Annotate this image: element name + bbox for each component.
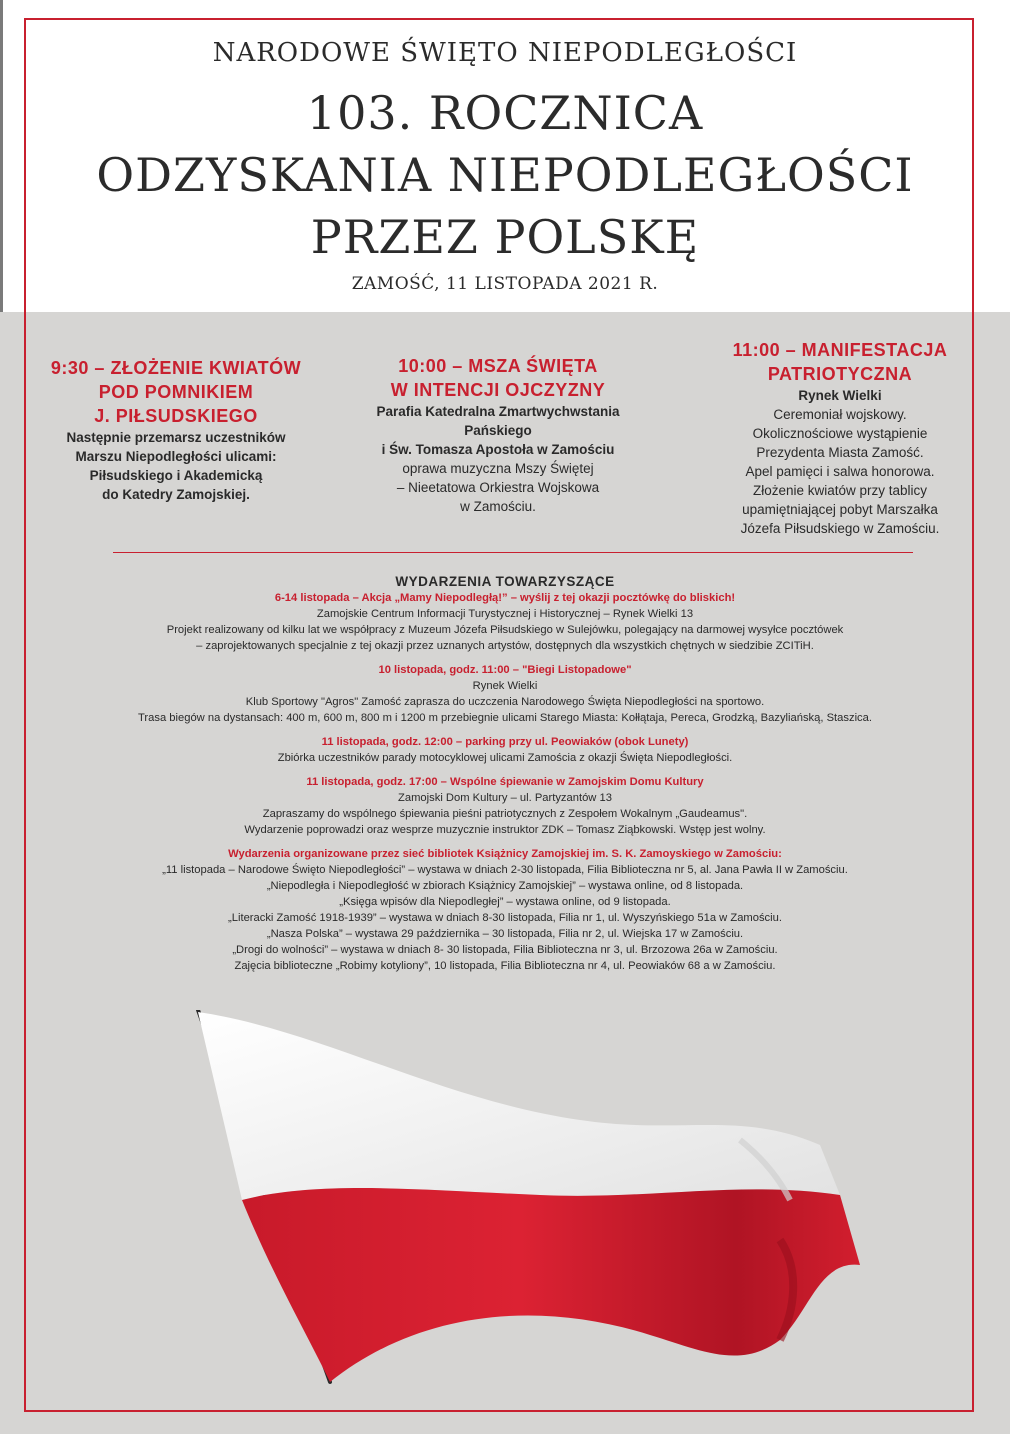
description-line: upamiętniającej pobyt Marszałka <box>742 502 938 517</box>
event-line: „11 listopada – Narodowe Święto Niepodległości” – wystawa w dniach 2-30 listopada, Filia Biblioteczna nr 5, al. Jana Pawła II w Zamościu. <box>162 864 848 876</box>
title-line: 103. ROCZNICA <box>306 86 704 140</box>
event-block <box>40 846 970 974</box>
event-heading: 6-14 listopada – Akcja „Mamy Niepodległą!” – wyślij z tej okazji pocztówkę do bliskich! <box>274 592 736 604</box>
event-line: Zajęcia biblioteczne „Robimy kotyliony”, 10 listopada, Filia Biblioteczna nr 4, ul. Peowiaków 68 a w Zamościu. <box>234 960 776 972</box>
description-line: Następnie przemarsz uczestników <box>66 430 286 445</box>
event-line: „Drogi do wolności” – wystawa w dniach 8- 30 listopada, Filia Biblioteczna nr 3, ul. Brzozowa 26a w Zamościu. <box>232 944 778 956</box>
description-line: Okolicznościowe wystąpienie <box>752 426 928 441</box>
description-line: Apel pamięci i salwa honorowa. <box>745 464 935 479</box>
event-line: Klub Sportowy "Agros" Zamość zaprasza do uczczenia Narodowego Święta Niepodległości na sportowo. <box>245 696 765 708</box>
event-line: Trasa biegów na dystansach: 400 m, 600 m, 800 m i 1200 m przebiegnie ulicami Starego Miasta: Kołłątaja, Pereca, Grodzką, Bazyliańską, Staszica. <box>138 712 872 724</box>
heading-line: J. PIŁSUDSKIEGO <box>94 406 258 426</box>
program-item-description <box>690 405 990 538</box>
venue-line: i Św. Tomasza Apostoła w Zamościu <box>381 442 615 457</box>
heading-line: W INTENCJI OJCZYZNY <box>390 380 606 400</box>
event-line: „Niepodległa i Niepodległość w zbiorach Książnicy Zamojskiej” – wystawa online, od 8 listopada. <box>266 880 744 892</box>
event-line: „Księga wpisów dla Niepodległej” – wystawa online, od 9 listopada. <box>339 896 671 908</box>
program-item-venue <box>348 402 648 459</box>
program-item-heading <box>348 354 648 402</box>
title-line: ODZYSKANIA NIEPODLEGŁOŚCI <box>96 148 914 202</box>
program-item-heading <box>690 338 990 386</box>
description-line: oprawa muzyczna Mszy Świętej <box>402 461 594 476</box>
event-block <box>40 734 970 766</box>
event-line: Wydarzenie poprowadzi oraz wesprze muzycznie instruktor ZDK – Tomasz Ziąbkowski. Wstęp jest wolny. <box>244 824 766 836</box>
accompanying-events <box>40 574 970 974</box>
title-line: PRZEZ POLSKĘ <box>310 210 700 264</box>
program-item-holy-mass <box>348 354 648 516</box>
description-line: Prezydenta Miasta Zamość. <box>756 445 924 460</box>
event-block <box>40 774 970 838</box>
venue-line: Rynek Wielki <box>798 388 882 403</box>
description-line: Józefa Piłsudskiego w Zamościu. <box>740 521 940 536</box>
event-line: Zamojski Dom Kultury – ul. Partyzantów 13 <box>398 792 612 804</box>
program-item-patriotic-rally <box>690 338 990 538</box>
program-item-venue <box>690 386 990 405</box>
description-line: Złożenie kwiatów przy tablicy <box>752 483 928 498</box>
program-item-heading <box>26 356 326 428</box>
flag-red-band <box>242 1188 860 1382</box>
event-heading: 10 listopada, godz. 11:00 – "Biegi Listopadowe" <box>378 664 632 676</box>
section-divider <box>113 552 913 553</box>
place-and-date: ZAMOŚĆ, 11 LISTOPADA 2021 R. <box>351 274 659 294</box>
event-heading: 11 listopada, godz. 12:00 – parking przy ul. Peowiaków (obok Lunety) <box>321 736 689 748</box>
heading-line: POD POMNIKIEM <box>98 382 254 402</box>
program-item-description <box>26 428 326 504</box>
event-line: – zaprojektowanych specjalnie z tej okazji przez uznanych artystów, dostępnych dla wszystkich chętnych w siedzibie ZCITiH. <box>196 640 814 652</box>
event-line: „Literacki Zamość 1918-1939” – wystawa w dniach 8-30 listopada, Filia nr 1, ul. Wyszyńskiego 51a w Zamościu. <box>228 912 782 924</box>
events-title: WYDARZENIA TOWARZYSZĄCE <box>395 574 615 589</box>
event-line: Rynek Wielki <box>472 680 538 692</box>
venue-line: Pańskiego <box>464 423 532 438</box>
heading-line: 11:00 – MANIFESTACJA <box>732 340 948 360</box>
event-line: Zamojskie Centrum Informacji Turystycznej i Historycznej – Rynek Wielki 13 <box>316 608 694 620</box>
description-line: w Zamościu. <box>460 499 536 514</box>
heading-line: 9:30 – ZŁOŻENIE KWIATÓW <box>50 358 302 378</box>
description-line: Marszu Niepodległości ulicami: <box>75 449 277 464</box>
event-block <box>40 590 970 654</box>
program-item-description <box>348 459 648 516</box>
description-line: – Nieetatowa Orkiestra Wojskowa <box>396 480 600 495</box>
event-block <box>40 662 970 726</box>
poster-title <box>0 82 1010 268</box>
event-line: Zapraszamy do wspólnego śpiewania pieśni patriotycznych z Zespołem Wokalnym „Gaudeamus". <box>262 808 748 820</box>
description-line: Ceremoniał wojskowy. <box>773 407 907 422</box>
event-line: Projekt realizowany od kilku lat we współpracy z Muzeum Józefa Piłsudskiego w Sulejówku, polegający na darmowej wysyłce pocztówek <box>166 624 844 636</box>
event-heading: Wydarzenia organizowane przez sieć bibliotek Książnicy Zamojskiej im. S. K. Zamoyskiego w Zamościu: <box>228 848 782 860</box>
event-heading: 11 listopada, godz. 17:00 – Wspólne śpiewanie w Zamojskim Domu Kultury <box>306 776 704 788</box>
heading-line: PATRIOTYCZNA <box>767 364 913 384</box>
program-item-wreath-laying <box>26 356 326 504</box>
polish-flag-image <box>180 1010 880 1390</box>
description-line: Piłsudskiego i Akademicką <box>89 468 263 483</box>
flag-white-band <box>198 1012 840 1200</box>
event-line: „Nasza Polska” – wystawa 29 października – 30 listopada, Filia nr 2, ul. Wiejska 17 w Zamościu. <box>266 928 744 940</box>
poster-supertitle: NARODOWE ŚWIĘTO NIEPODLEGŁOŚCI <box>212 38 798 68</box>
heading-line: 10:00 – MSZA ŚWIĘTA <box>398 356 598 376</box>
description-line: do Katedry Zamojskiej. <box>102 487 250 502</box>
venue-line: Parafia Katedralna Zmartwychwstania <box>376 404 620 419</box>
event-line: Zbiórka uczestników parady motocyklowej ulicami Zamościa z okazji Święta Niepodległości. <box>277 752 733 764</box>
